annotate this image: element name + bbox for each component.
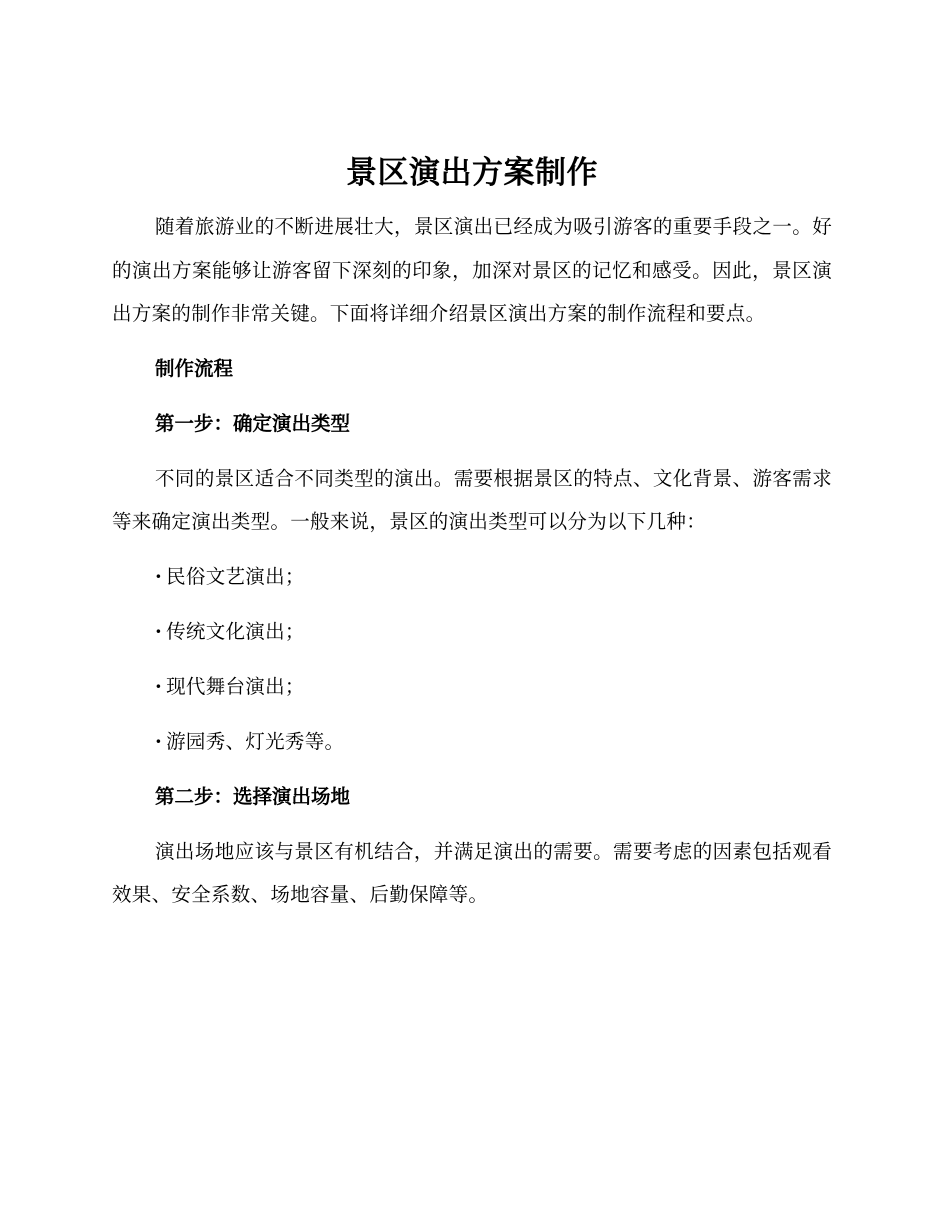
step2-heading: 第二步：选择演出场地 xyxy=(155,784,351,808)
list-item xyxy=(112,720,832,764)
bullet-marker: · xyxy=(155,729,163,753)
step1-heading: 第一步：确定演出类型 xyxy=(155,411,351,435)
step1-paragraph: 不同的景区适合不同类型的演出。需要根据景区的特点、文化背景、游客需求等来确定演出类型。一般来说，景区的演出类型可以分为以下几种： xyxy=(112,466,832,533)
list-item xyxy=(112,555,832,599)
bullet-marker: · xyxy=(155,674,163,698)
performance-type-list xyxy=(112,555,832,764)
document-page xyxy=(112,145,832,917)
list-item-text: 游园秀、灯光秀等。 xyxy=(166,729,345,753)
section-heading-process: 制作流程 xyxy=(155,356,234,380)
list-item-text: 民俗文艺演出； xyxy=(166,564,305,588)
bullet-marker: · xyxy=(155,564,163,588)
intro-paragraph: 随着旅游业的不断进展壮大，景区演出已经成为吸引游客的重要手段之一。好的演出方案能够让游客留下深刻的印象，加深对景区的记忆和感受。因此，景区演出方案的制作非常关键。下面将详细介绍景区演出方案的制作流程和要点。 xyxy=(112,215,832,325)
list-item-text: 现代舞台演出； xyxy=(166,674,305,698)
list-item-text: 传统文化演出； xyxy=(166,619,305,643)
document-title: 景区演出方案制作 xyxy=(346,155,598,191)
step2-paragraph: 演出场地应该与景区有机结合，并满足演出的需要。需要考虑的因素包括观看效果、安全系数、场地容量、后勤保障等。 xyxy=(112,839,832,906)
list-item xyxy=(112,665,832,709)
bullet-marker: · xyxy=(155,619,163,643)
list-item xyxy=(112,610,832,654)
